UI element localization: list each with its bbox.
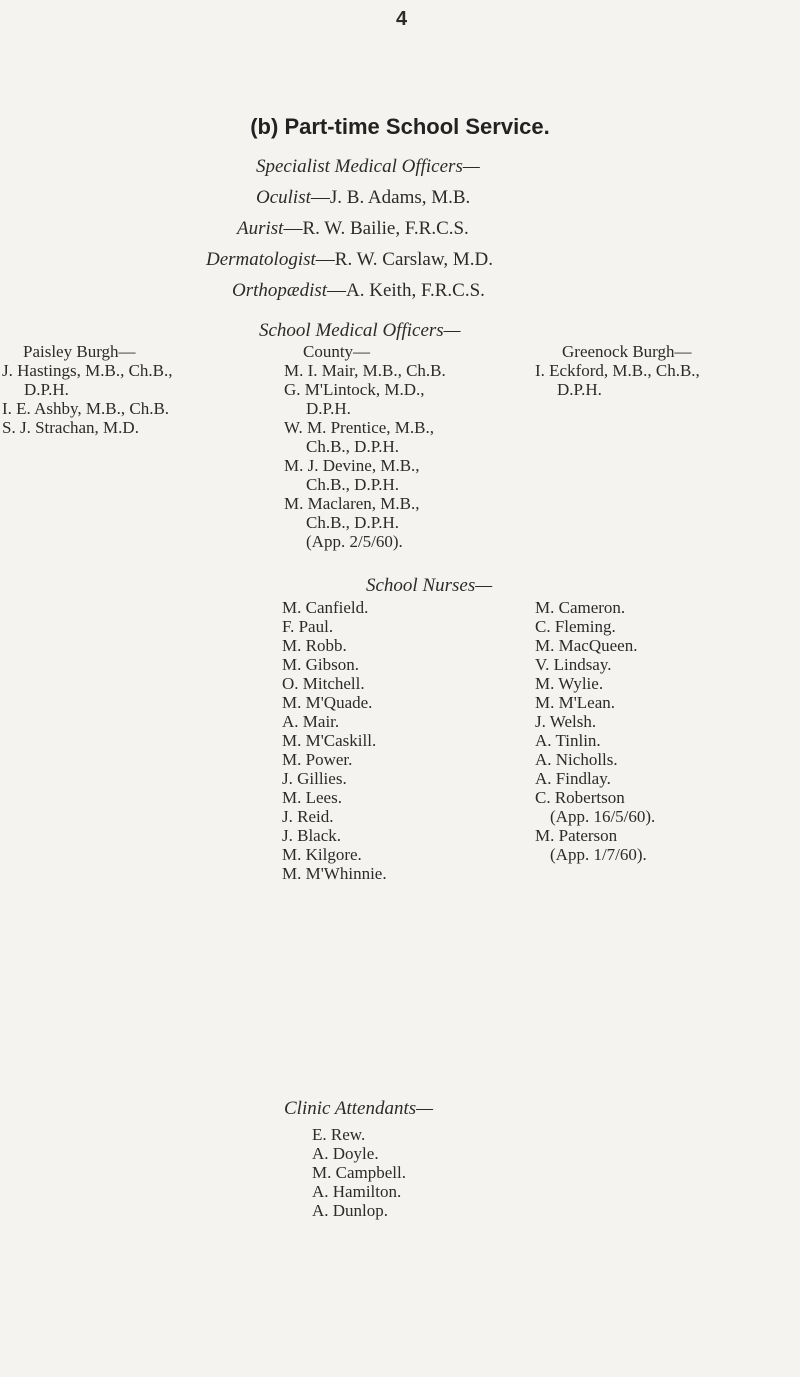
nurse-name: J. Reid. [282, 807, 334, 826]
nurse-name: M. MacQueen. [535, 636, 638, 655]
attendant-name: A. Doyle. [312, 1144, 379, 1163]
specialists-title: Specialist Medical Officers— [256, 156, 480, 177]
attendant-name: A. Dunlop. [312, 1201, 389, 1220]
page-number: 4 [396, 8, 408, 30]
nurse-name: M. M'Caskill. [282, 731, 377, 750]
clinic-attendants-list [312, 1125, 406, 1220]
nurse-name: (App. 16/5/60). [550, 807, 656, 826]
nurse-name: J. Welsh. [535, 712, 597, 731]
specialist-role: Dermatologist [206, 249, 316, 270]
specialist-name: —R. W. Carslaw, M.D. [315, 249, 493, 270]
officer-line: S. J. Strachan, M.D. [2, 418, 139, 437]
officer-line: D.P.H. [306, 399, 351, 418]
nurse-name: (App. 1/7/60). [550, 845, 647, 864]
specialist-aurist [237, 213, 469, 244]
school-medical-officers-title: School Medical Officers— [259, 320, 461, 341]
nurse-name: M. M'Whinnie. [282, 864, 387, 883]
nurse-name: O. Mitchell. [282, 674, 365, 693]
officer-line: D.P.H. [24, 380, 69, 399]
nurse-name: A. Findlay. [535, 769, 611, 788]
nurse-name: F. Paul. [282, 617, 334, 636]
officer-line: Ch.B., D.P.H. [306, 437, 400, 456]
nurse-name: M. M'Lean. [535, 693, 616, 712]
officer-line: M. Maclaren, M.B., [284, 494, 420, 513]
nurse-name: M. M'Quade. [282, 693, 373, 712]
officer-line: Ch.B., D.P.H. [306, 475, 400, 494]
specialist-name: —J. B. Adams, M.B. [310, 187, 471, 208]
nurse-name: J. Gillies. [282, 769, 347, 788]
officer-line: M. I. Mair, M.B., Ch.B. [284, 361, 446, 380]
specialist-dermatologist [206, 244, 493, 275]
specialist-name: —R. W. Bailie, F.R.C.S. [283, 218, 469, 239]
nurse-name: M. Paterson [535, 826, 618, 845]
page-heading: (b) Part-time School Service. [250, 114, 550, 139]
school-nurses-title: School Nurses— [366, 575, 493, 596]
officer-line: J. Hastings, M.B., Ch.B., [2, 361, 173, 380]
nurse-name: V. Lindsay. [535, 655, 612, 674]
nurse-name: M. Lees. [282, 788, 342, 807]
officer-line: D.P.H. [557, 380, 602, 399]
attendant-name: M. Campbell. [312, 1163, 406, 1182]
officer-line: I. E. Ashby, M.B., Ch.B. [2, 399, 170, 418]
nurses-left-column [282, 598, 387, 883]
nurse-name: M. Canfield. [282, 598, 369, 617]
specialist-role: Orthopædist [232, 280, 328, 301]
nurse-name: M. Cameron. [535, 598, 626, 617]
nurse-name: M. Kilgore. [282, 845, 362, 864]
nurse-name: M. Robb. [282, 636, 347, 655]
column-heading: Greenock Burgh— [562, 342, 692, 361]
officer-line: G. M'Lintock, M.D., [284, 380, 425, 399]
nurse-name: C. Fleming. [535, 617, 616, 636]
column-heading: Paisley Burgh— [23, 342, 136, 361]
nurse-name: M. Power. [282, 750, 353, 769]
column-heading: County— [303, 342, 371, 361]
officer-line: I. Eckford, M.B., Ch.B., [535, 361, 700, 380]
officer-line: W. M. Prentice, M.B., [284, 418, 435, 437]
nurse-name: M. Wylie. [535, 674, 604, 693]
officer-line: Ch.B., D.P.H. [306, 513, 400, 532]
officer-line: (App. 2/5/60). [306, 532, 403, 551]
attendant-name: E. Rew. [312, 1125, 366, 1144]
nurse-name: M. Gibson. [282, 655, 359, 674]
specialist-oculist [256, 182, 470, 213]
paisley-burgh-column [2, 342, 173, 437]
specialist-orthopaedist [232, 275, 485, 306]
specialist-name: —A. Keith, F.R.C.S. [327, 280, 485, 301]
county-column [284, 342, 446, 551]
nurse-name: A. Tinlin. [535, 731, 601, 750]
nurse-name: C. Robertson [535, 788, 625, 807]
specialist-role: Aurist [237, 218, 284, 239]
nurse-name: A. Mair. [282, 712, 340, 731]
officer-line: M. J. Devine, M.B., [284, 456, 420, 475]
nurse-name: A. Nicholls. [535, 750, 618, 769]
nurses-right-column [535, 598, 655, 864]
nurse-name: J. Black. [282, 826, 342, 845]
specialist-role: Oculist [256, 187, 311, 208]
attendant-name: A. Hamilton. [312, 1182, 402, 1201]
greenock-burgh-column [535, 342, 700, 399]
clinic-attendants-title: Clinic Attendants— [284, 1098, 434, 1119]
